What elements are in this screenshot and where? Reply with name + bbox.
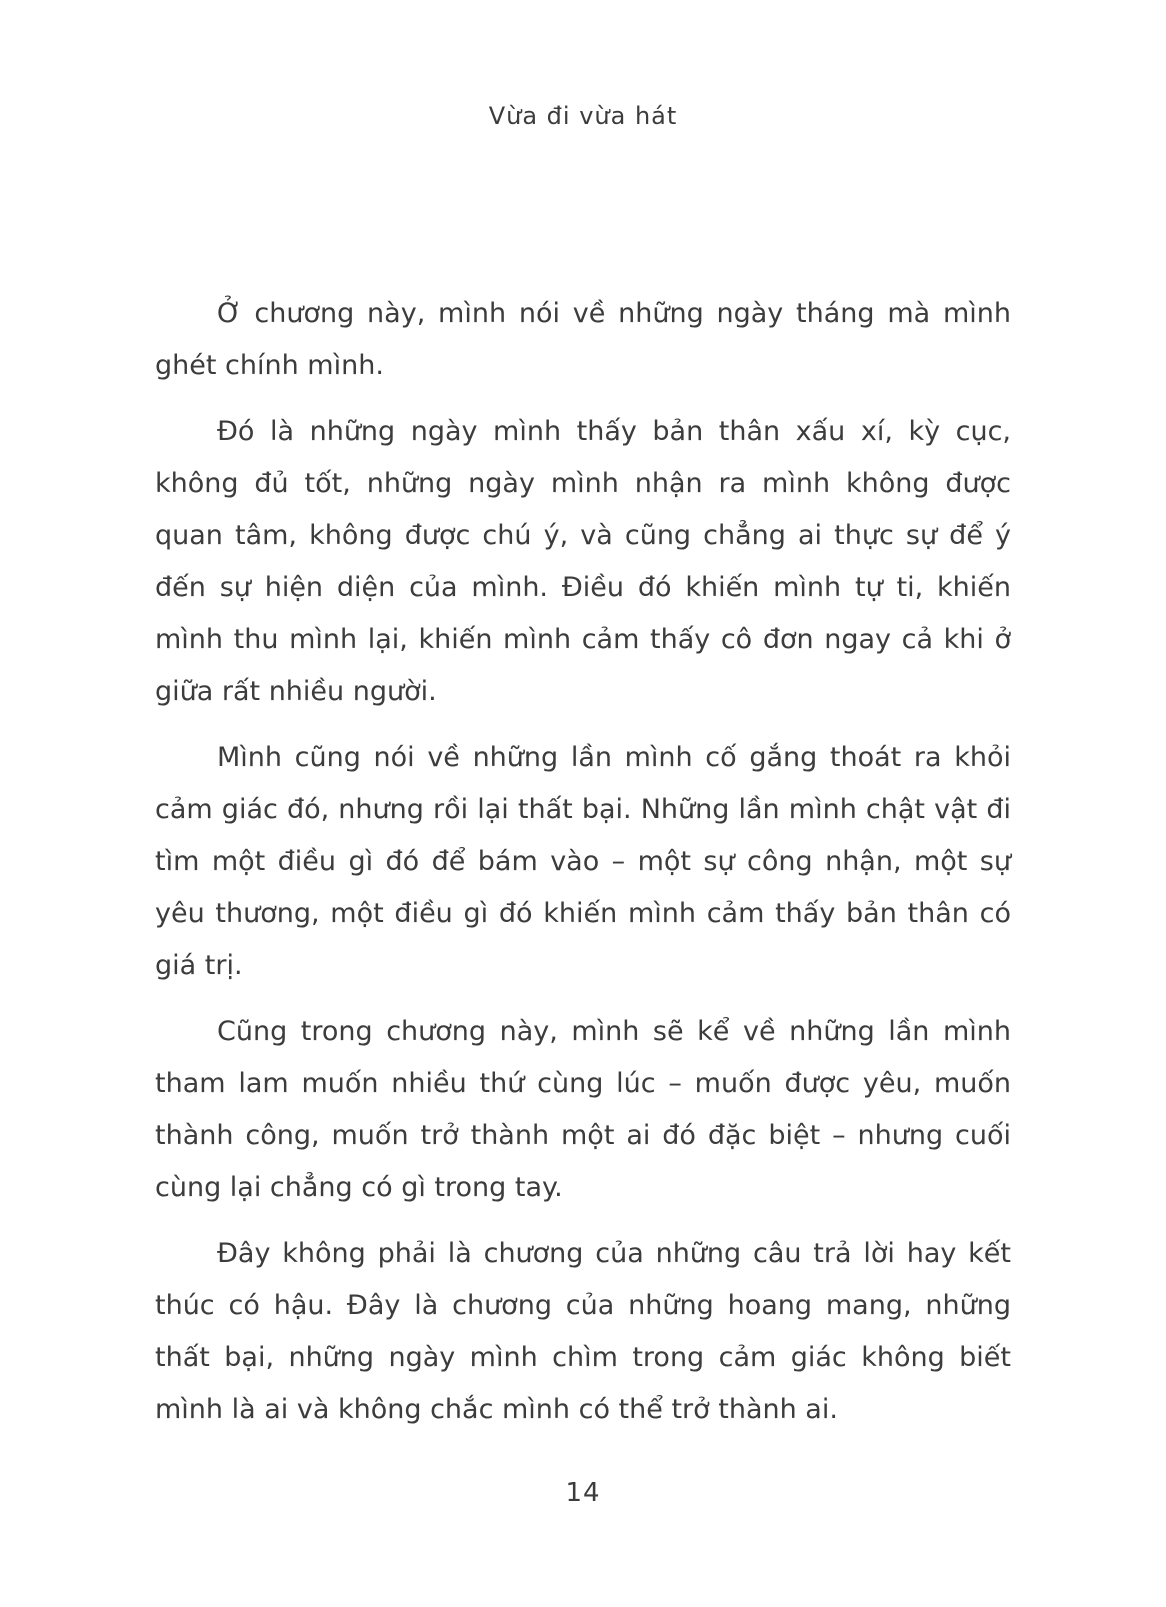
running-header: Vừa đi vừa hát — [488, 102, 678, 130]
paragraph-5: Đây không phải là chương của những câu trả lời hay kết thúc có hậu. Đây là chương của những hoang mang, những thất bại, những ngày mình chìm trong cảm giác không biết mình là ai và không chắc mình có thể trở thành ai. — [155, 1238, 1011, 1425]
paragraph-2: Đó là những ngày mình thấy bản thân xấu xí, kỳ cục, không đủ tốt, những ngày mình nhận ra mình không được quan tâm, không được chú ý, và cũng chẳng ai thực sự để ý đến sự hiện diện của mình. Điều đó khiến mình tự ti, khiến mình thu mình lại, khiến mình cảm thấy cô đơn ngay cả khi ở giữa rất nhiều người. — [155, 416, 1011, 707]
page-number: 14 — [565, 1478, 601, 1508]
page-content — [155, 288, 1011, 1450]
paragraph-1: Ở chương này, mình nói về những ngày tháng mà mình ghét chính mình. — [155, 298, 1011, 381]
paragraph-3: Mình cũng nói về những lần mình cố gắng thoát ra khỏi cảm giác đó, nhưng rồi lại thất bại. Những lần mình chật vật đi tìm một điều gì đó để bám vào – một sự công nhận, một sự yêu thương, một điều gì đó khiến mình cảm thấy bản thân có giá trị. — [155, 742, 1011, 981]
paragraph-4: Cũng trong chương này, mình sẽ kể về những lần mình tham lam muốn nhiều thứ cùng lúc – muốn được yêu, muốn thành công, muốn trở thành một ai đó đặc biệt – nhưng cuối cùng lại chẳng có gì trong tay. — [155, 1016, 1011, 1203]
